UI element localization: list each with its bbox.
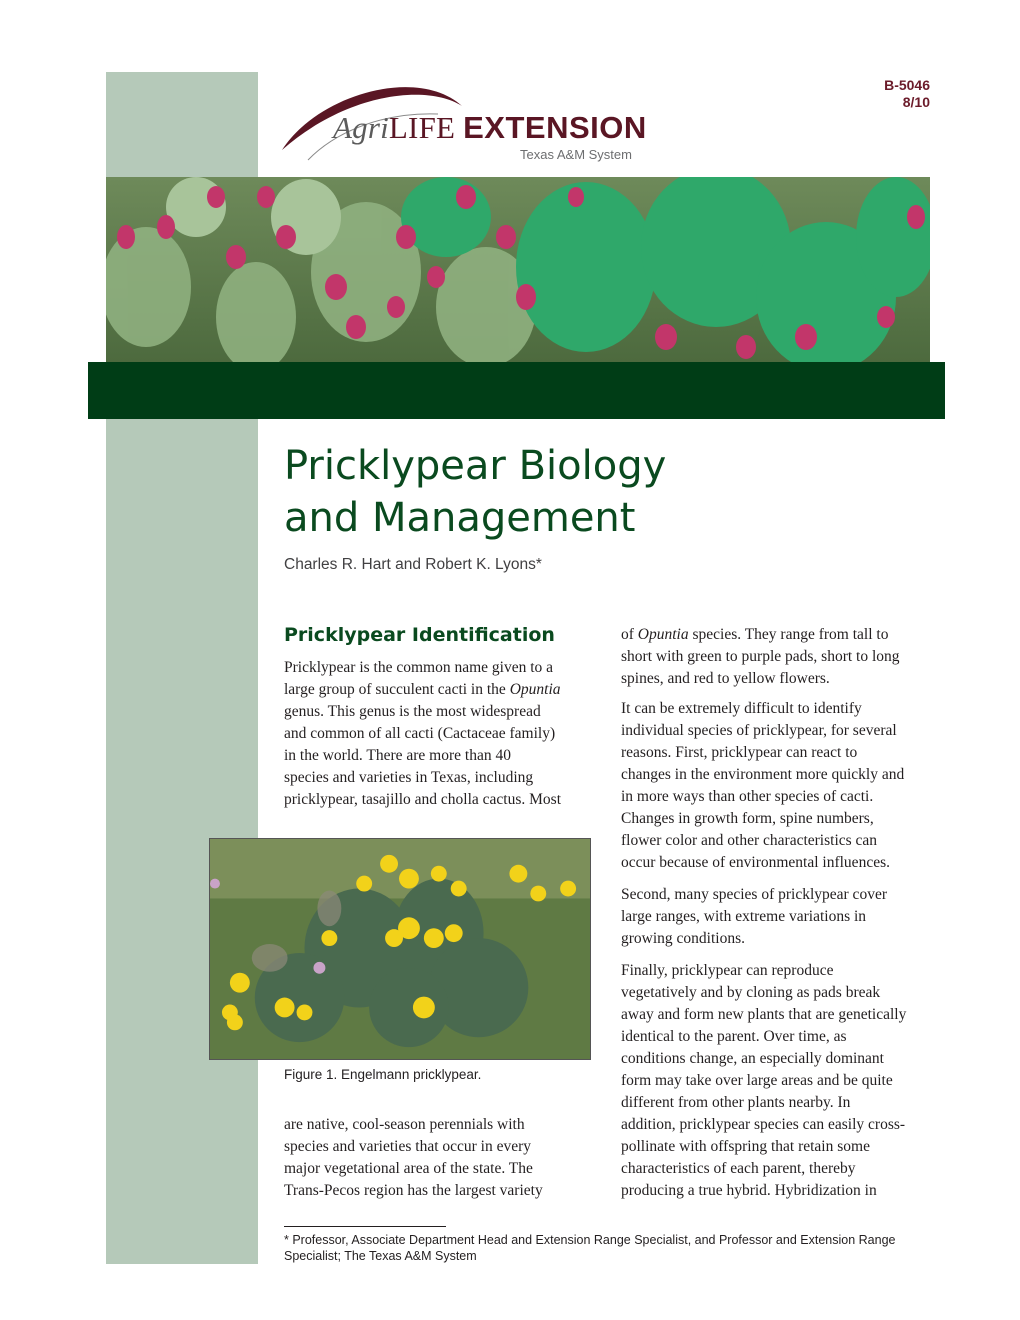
footnote-divider: [284, 1226, 446, 1227]
text-line: addition, pricklypear species can easily cross-: [621, 1116, 906, 1133]
right-paragraph-3: [621, 884, 887, 950]
text-line: are native, cool-season perennials with: [284, 1116, 525, 1133]
text-line: producing a true hybrid. Hybridization in: [621, 1182, 877, 1199]
text-line: large ranges, with extreme variations in: [621, 908, 867, 925]
text-line: pollinate with offspring that retain some: [621, 1138, 870, 1155]
text-line: short with green to purple pads, short to long: [621, 648, 900, 665]
right-paragraph-4: [621, 960, 906, 1202]
italic-term: Opuntia: [637, 626, 689, 643]
text-line: conditions change, an especially dominant: [621, 1050, 884, 1067]
text-line: in more ways than other species of cacti.: [621, 788, 874, 805]
text-line: Pricklypear is the common name given to a: [284, 659, 554, 676]
text-line: occur because of environmental influences.: [621, 854, 890, 871]
title-line-1: Pricklypear Biology: [284, 443, 667, 489]
text-line: Changes in growth form, spine numbers,: [621, 810, 874, 827]
text-line: pricklypear, tasajillo and cholla cactus. Most: [284, 791, 562, 808]
text-line: characteristics of each parent, thereby: [621, 1160, 856, 1177]
section-heading: Pricklypear Identification: [284, 624, 555, 646]
hero-cactus-photo: [106, 177, 930, 362]
text-line: flower color and other characteristics can: [621, 832, 878, 849]
text-line: in the world. There are more than 40: [284, 747, 511, 764]
authors: Charles R. Hart and Robert K. Lyons*: [284, 556, 542, 573]
text-line: It can be extremely difficult to identify: [621, 700, 862, 717]
text-line: species and varieties that occur in every: [284, 1138, 532, 1155]
italic-term: Opuntia: [509, 681, 561, 698]
engelmann-pricklypear-photo: [209, 838, 591, 1060]
text-line: and common of all cacti (Cactaceae family): [284, 725, 556, 742]
logo-subtitle: Texas A&M System: [520, 147, 632, 162]
text-line: Trans-Pecos region has the largest variety: [284, 1182, 543, 1199]
left-paragraph-1: [284, 657, 561, 811]
text-line: Finally, pricklypear can reproduce: [621, 962, 834, 979]
text-line: species and varieties in Texas, including: [284, 769, 534, 786]
page-title: [284, 440, 666, 544]
text-line: large group of succulent cacti in the Opuntia: [284, 681, 561, 698]
right-paragraph-2: [621, 698, 904, 874]
pub-number: B-5046: [884, 77, 930, 93]
text-line: individual species of pricklypear, for several: [621, 722, 897, 739]
text-line: major vegetational area of the state. The: [284, 1160, 533, 1177]
text-line: form may take over large areas and be quite: [621, 1072, 893, 1089]
figure-caption: Figure 1. Engelmann pricklypear.: [284, 1067, 482, 1082]
pub-date: 8/10: [902, 94, 930, 110]
text-line: different from other plants nearby. In: [621, 1094, 851, 1111]
left-paragraph-2: [284, 1114, 543, 1202]
text-line: away and form new plants that are genetically: [621, 1006, 907, 1023]
text-line: genus. This genus is the most widespread: [284, 703, 541, 720]
text-line: Second, many species of pricklypear cover: [621, 886, 887, 903]
agrilife-extension-logo-text: AgriLIFE EXTENSION: [333, 110, 647, 145]
footnote: * Professor, Associate Department Head and Extension Range Specialist, and Professor and Extension Range Specialist; The Texas A&M System: [284, 1233, 896, 1263]
publication-number: [884, 77, 930, 111]
title-band: [88, 362, 945, 419]
text-line: vegetatively and by cloning as pads break: [621, 984, 881, 1001]
right-paragraph-1: [621, 624, 900, 690]
text-line: reasons. First, pricklypear can react to: [621, 744, 858, 761]
title-line-2: and Management: [284, 495, 636, 541]
text-line: changes in the environment more quickly and: [621, 766, 905, 783]
text-line: spines, and red to yellow flowers.: [621, 670, 830, 687]
text-line: identical to the parent. Over time, as: [621, 1028, 847, 1045]
text-line: growing conditions.: [621, 930, 745, 947]
text-line: of Opuntia species. They range from tall to: [621, 626, 889, 643]
